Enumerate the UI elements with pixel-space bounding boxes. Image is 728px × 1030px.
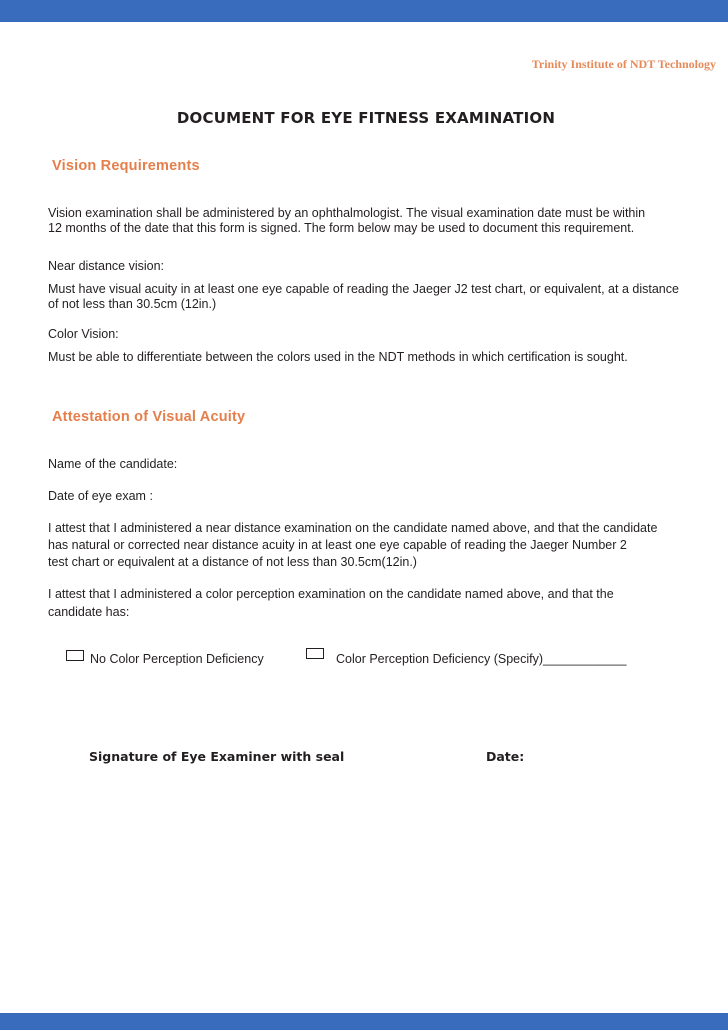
near-attest-line-2: has natural or corrected near distance acuity in at least one eye capable of reading the Jaeger Number 2 xyxy=(48,538,627,552)
document-title: DOCUMENT FOR EYE FITNESS EXAMINATION xyxy=(176,109,556,127)
deficiency-checkbox[interactable] xyxy=(306,648,324,659)
attestation-heading: Attestation of Visual Acuity xyxy=(52,409,246,425)
no-deficiency-label: No Color Perception Deficiency xyxy=(90,652,264,666)
top-blue-band xyxy=(0,0,728,22)
deficiency-label: Color Perception Deficiency (Specify)____________ xyxy=(336,652,627,666)
near-vision-line-1: Must have visual acuity in at least one eye capable of reading the Jaeger J2 test chart, or equivalent, at a distance xyxy=(48,282,679,296)
exam-date-label: Date of eye exam : xyxy=(48,489,153,503)
color-attest-line-1: I attest that I administered a color perception examination on the candidate named above, and that the xyxy=(48,587,614,601)
vision-requirements-heading: Vision Requirements xyxy=(52,158,200,174)
color-vision-label: Color Vision: xyxy=(48,327,119,341)
near-attest-line-3: test chart or equivalent at a distance of not less than 30.5cm(12in.) xyxy=(48,555,417,569)
near-vision-label: Near distance vision: xyxy=(48,259,165,273)
vision-intro-line-2: 12 months of the date that this form is signed. The form below may be used to document this requirement. xyxy=(48,221,635,235)
near-attest-line-1: I attest that I administered a near distance examination on the candidate named above, and that the candidate xyxy=(48,521,658,535)
no-deficiency-checkbox[interactable] xyxy=(66,650,84,661)
candidate-name-label: Name of the candidate: xyxy=(48,457,178,471)
color-vision-line: Must be able to differentiate between the colors used in the NDT methods in which certification is sought. xyxy=(48,350,628,364)
institute-name: Trinity Institute of NDT Technology xyxy=(531,57,716,71)
color-attest-line-2: candidate has: xyxy=(48,605,130,619)
bottom-blue-band xyxy=(0,1013,728,1030)
examiner-signature-label: Signature of Eye Examiner with seal xyxy=(89,749,345,764)
near-vision-line-2: of not less than 30.5cm (12in.) xyxy=(48,297,217,311)
signature-date-label: Date: xyxy=(486,749,525,764)
vision-intro-line-1: Vision examination shall be administered by an ophthalmologist. The visual examination date must be within xyxy=(48,206,646,220)
